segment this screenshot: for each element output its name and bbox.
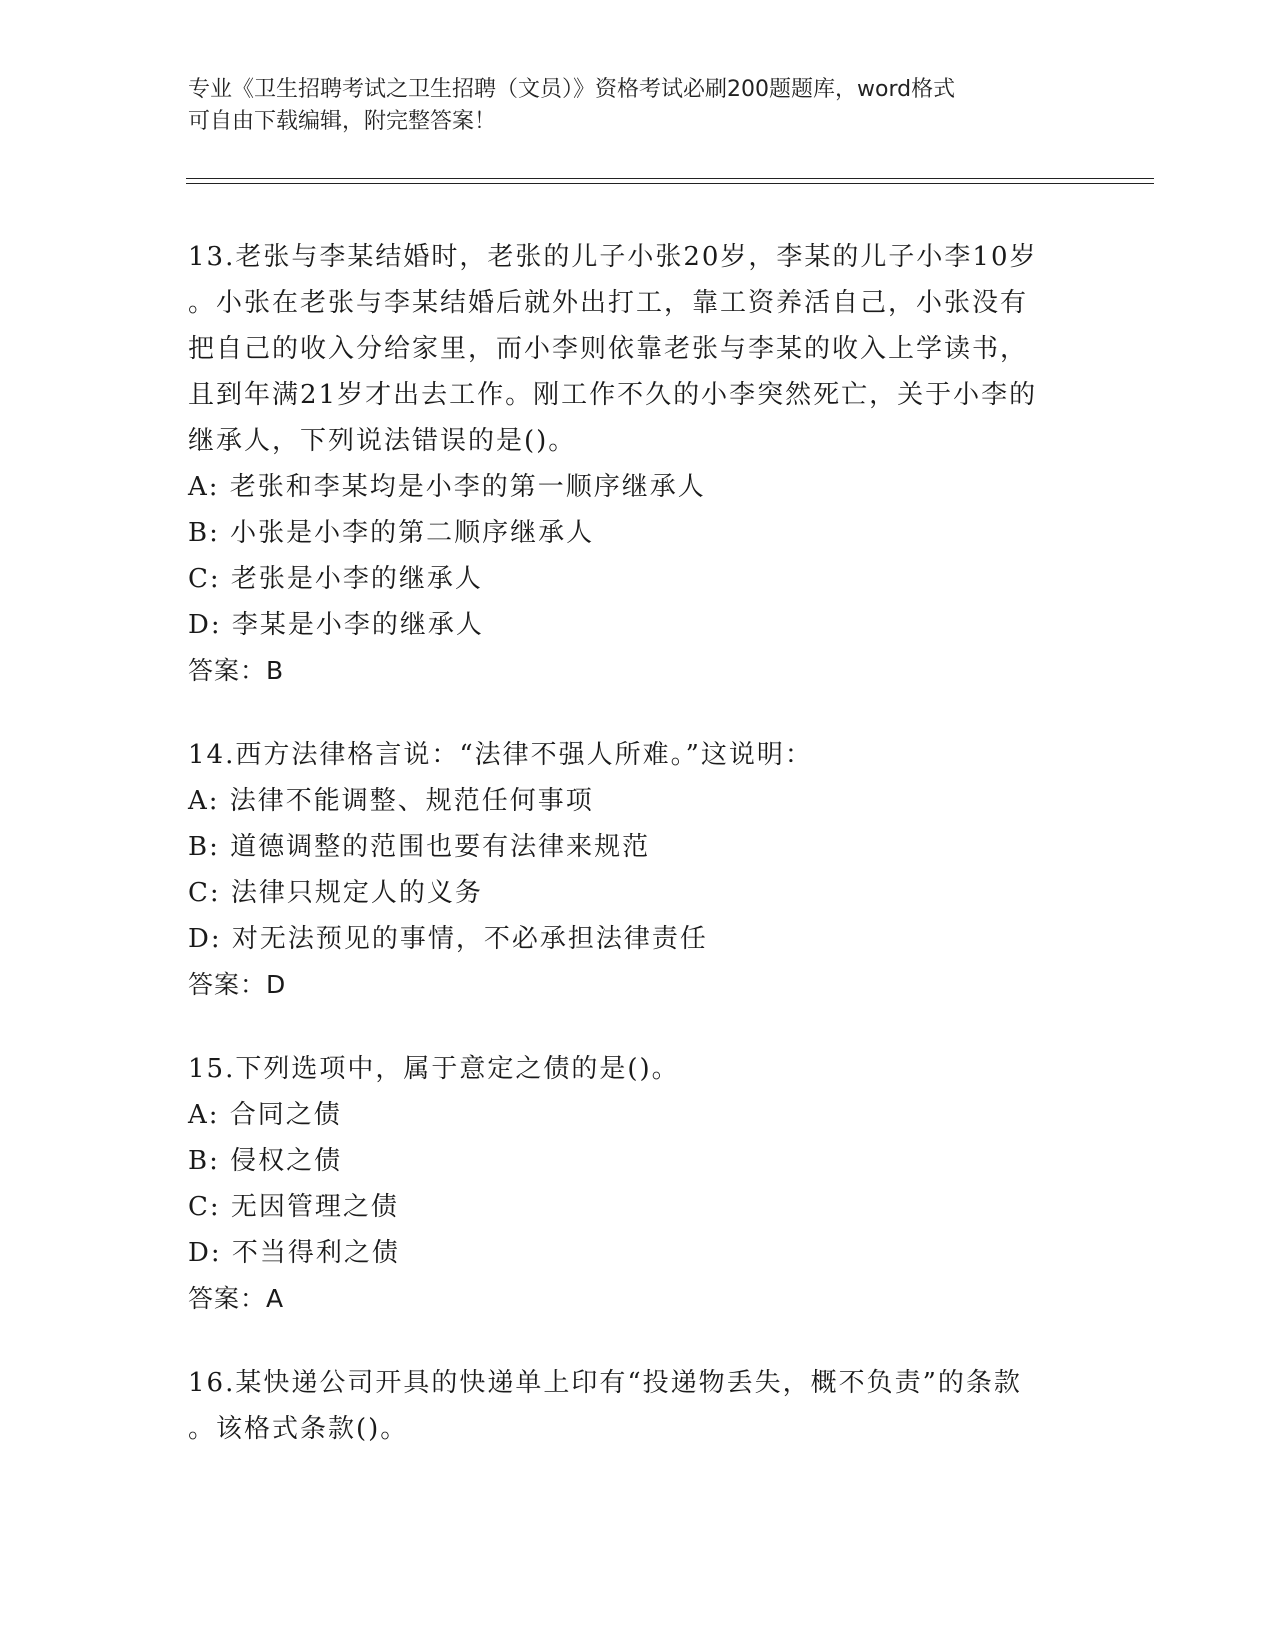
option-c: C: 法律只规定人的义务 [188,878,483,908]
question-13 [188,234,1088,694]
option-a: A: 合同之债 [188,1100,342,1130]
question-stem-line: 16.某快递公司开具的快递单上印有“投递物丢失，概不负责”的条款 [188,1368,1022,1398]
question-list [188,234,1088,1452]
option-a: A: 法律不能调整、规范任何事项 [188,786,594,816]
header-line-2: 可自由下载编辑，附完整答案！ [188,109,497,134]
question-gap [188,1008,1088,1046]
answer-label: 答案：D [188,970,287,999]
option-b: B: 小张是小李的第二顺序继承人 [188,518,595,548]
question-stem-line: 继承人，下列说法错误的是()。 [188,426,577,456]
header-divider-top [186,178,1154,179]
option-d: D: 对无法预见的事情，不必承担法律责任 [188,924,708,954]
header-line-1: 专业《卫生招聘考试之卫生招聘（文员）》资格考试必刷200题题库，word格式 [188,77,956,102]
document-header [188,74,1068,138]
option-c: C: 老张是小李的继承人 [188,564,483,594]
option-c: C: 无因管理之债 [188,1192,399,1222]
question-stem-line: 14.西方法律格言说：“法律不强人所难。”这说明： [188,740,813,770]
header-divider-bottom [186,183,1154,184]
question-14 [188,732,1088,1008]
option-d: D: 不当得利之债 [188,1238,400,1268]
question-stem-line: 且到年满21岁才出去工作。刚工作不久的小李突然死亡，关于小李的 [188,380,1038,410]
question-stem-line: 15.下列选项中，属于意定之债的是()。 [188,1054,680,1084]
question-stem-line: 13.老张与李某结婚时，老张的儿子小张20岁，李某的儿子小李10岁 [188,242,1038,272]
question-stem-line: 把自己的收入分给家里，而小李则依靠老张与李某的收入上学读书， [188,334,1029,364]
question-stem-line: 。该格式条款()。 [188,1414,409,1444]
question-15 [188,1046,1088,1322]
option-d: D: 李某是小李的继承人 [188,610,484,640]
question-16 [188,1360,1088,1452]
question-gap [188,1322,1088,1360]
option-b: B: 道德调整的范围也要有法律来规范 [188,832,651,862]
option-a: A: 老张和李某均是小李的第一顺序继承人 [188,472,706,502]
question-gap [188,694,1088,732]
question-stem-line: 。小张在老张与李某结婚后就外出打工，靠工资养活自己，小张没有 [188,288,1029,318]
answer-label: 答案：A [188,1284,285,1313]
answer-label: 答案：B [188,656,285,685]
option-b: B: 侵权之债 [188,1146,343,1176]
